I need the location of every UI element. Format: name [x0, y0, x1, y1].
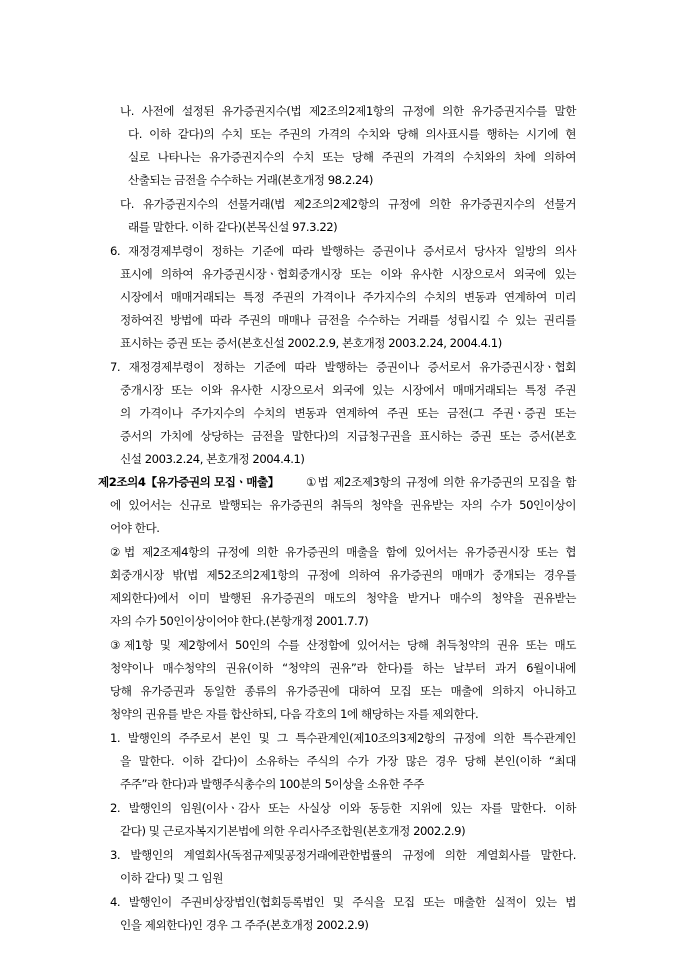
paragraph-line: 당해 유가증권과 동일한 종류의 유가증권에 대하여 모집 또는 매출에 의하지 아니하고 [110, 684, 576, 698]
paragraph-line: 이하 같다) 및 그 임원 [120, 871, 224, 885]
paragraph-line: 자의 수가 50인이상이어야 한다.(본항개정 2001.7.7) [110, 614, 369, 628]
paragraph-line: 의 가격이나 주가지수의 수치의 변동과 연계하여 주권 또는 금전(그 주권ㆍ증권 또는 [120, 406, 576, 420]
paragraph-line: 같다) 및 근로자복지기본법에 의한 우리사주조합원(본호개정 2002.2.9) [120, 824, 466, 838]
paragraph-line: 주주”라 한다)과 발행주식총수의 100분의 5이상을 소유한 주주 [120, 777, 424, 791]
paragraph-line: 에 있어서는 신규로 발행되는 유가증권의 취득의 청약을 권유받는 자의 수가 50인이상이 [110, 498, 576, 512]
paragraph-line: 중개시장 또는 이와 유사한 시장으로서 외국에 있는 시장에서 매매거래되는 특정 주권 [120, 383, 576, 397]
paragraph-line: 신설 2003.2.24, 본호개정 2004.4.1) [120, 452, 305, 466]
paragraph-line: 시장에서 매매거래되는 특정 주권의 가격이나 주가지수의 수치의 변동과 연계하여 미리 [120, 290, 576, 304]
paragraph-line: 제외한다)에서 이미 발행된 유가증권의 매도의 청약을 받거나 매수의 청약을 권유받는 [110, 591, 576, 605]
paragraph-line: 7. 재정경제부령이 정하는 기준에 따라 발행하는 증권이나 증서로서 유가증권시장ㆍ협회 [110, 360, 576, 374]
paragraph-line: 청약의 권유를 받은 자를 합산하되, 다음 각호의 1에 해당하는 자를 제외한다. [110, 707, 479, 721]
paragraph-line: 표시에 의하여 유가증권시장ㆍ협회중개시장 또는 이와 유사한 시장으로서 외국에 있는 [120, 267, 576, 281]
paragraph-line: 다. 이하 같다)의 수치 또는 주권의 가격의 수치와 당해 의사표시를 행하는 시기에 현 [128, 127, 576, 141]
paragraph-line: 2. 발행인의 임원(이사ㆍ감사 또는 사실상 이와 동등한 지위에 있는 자를 말한다. 이하 [110, 801, 576, 815]
paragraph-line: 다. 유가증권지수의 선물거래(법 제2조의2제2항의 규정에 의한 유가증권지수의 선물거 [120, 197, 576, 211]
paragraph-line: 을 말한다. 이하 같다)이 소유하는 주식의 수가 가장 많은 경우 당해 본인(이하 “최대 [120, 754, 576, 768]
paragraph-line: ③제1항 및 제2항에서 50인의 수를 산정함에 있어서는 당해 취득청약의 권유 또는 매도 [110, 638, 576, 652]
paragraph-line: ②법 제2조제4항의 규정에 의한 유가증권의 매출을 함에 있어서는 유가증권시장 또는 협 [110, 545, 576, 559]
paragraph-line: 증서의 가치에 상당하는 금전을 말한다)의 지급청구권을 표시하는 증권 또는 증서(본호 [120, 429, 576, 443]
paragraph-line: 산출되는 금전을 수수하는 거래(본호개정 98.2.24) [128, 173, 373, 187]
paragraph-line: 나. 사전에 설정된 유가증권지수(법 제2조의2제1항의 규정에 의한 유가증권지수를 말한 [120, 104, 576, 118]
paragraph-line: 인을 제외한다)인 경우 그 주주(본호개정 2002.2.9) [120, 918, 369, 932]
paragraph-line: 청약이나 매수청약의 권유(이하 “청약의 권유”라 한다)를 하는 날부터 과거 6월이내에 [110, 661, 576, 675]
paragraph-line: 회중개시장 밖(법 제52조의2제1항의 규정에 의하여 유가증권의 매매가 중개되는 경우를 [110, 568, 576, 582]
paragraph-line: 래를 말한다. 이하 같다)(본목신설 97.3.22) [128, 220, 338, 234]
paragraph-line: 어야 한다. [110, 521, 160, 535]
paragraph-line: 4. 발행인이 주권비상장법인(협회등록법인 및 주식을 모집 또는 매출한 실적이 있는 법 [110, 895, 576, 909]
paragraph-line: 6. 재정경제부령이 정하는 기준에 따라 발행하는 증권이나 증서로서 당사자 일방의 의사 [110, 244, 576, 258]
paragraph-line: ①법 제2조제3항의 규정에 의한 유가증권의 모집을 함 [306, 475, 576, 489]
article-title: 제2조의4【유가증권의 모집ㆍ매출】 [98, 475, 279, 489]
paragraph-line: 실로 나타나는 유가증권지수의 수치 또는 당해 주권의 가격의 수치와의 차에 의하여 [128, 150, 576, 164]
paragraph-line: 표시하는 증권 또는 증서(본호신설 2002.2.9, 본호개정 2003.2.24, 2004.4.1) [120, 336, 502, 350]
paragraph-line: 정하여진 방법에 따라 주권의 매매나 금전을 수수하는 거래를 성립시킬 수 있는 권리를 [120, 313, 576, 327]
paragraph-line: 1. 발행인의 주주로서 본인 및 그 특수관계인(제10조의3제2항의 규정에 의한 특수관계인 [110, 731, 576, 745]
paragraph-line: 3. 발행인의 계열회사(독점규제및공정거래에관한법률의 규정에 의한 계열회사를 말한다. [110, 848, 576, 862]
